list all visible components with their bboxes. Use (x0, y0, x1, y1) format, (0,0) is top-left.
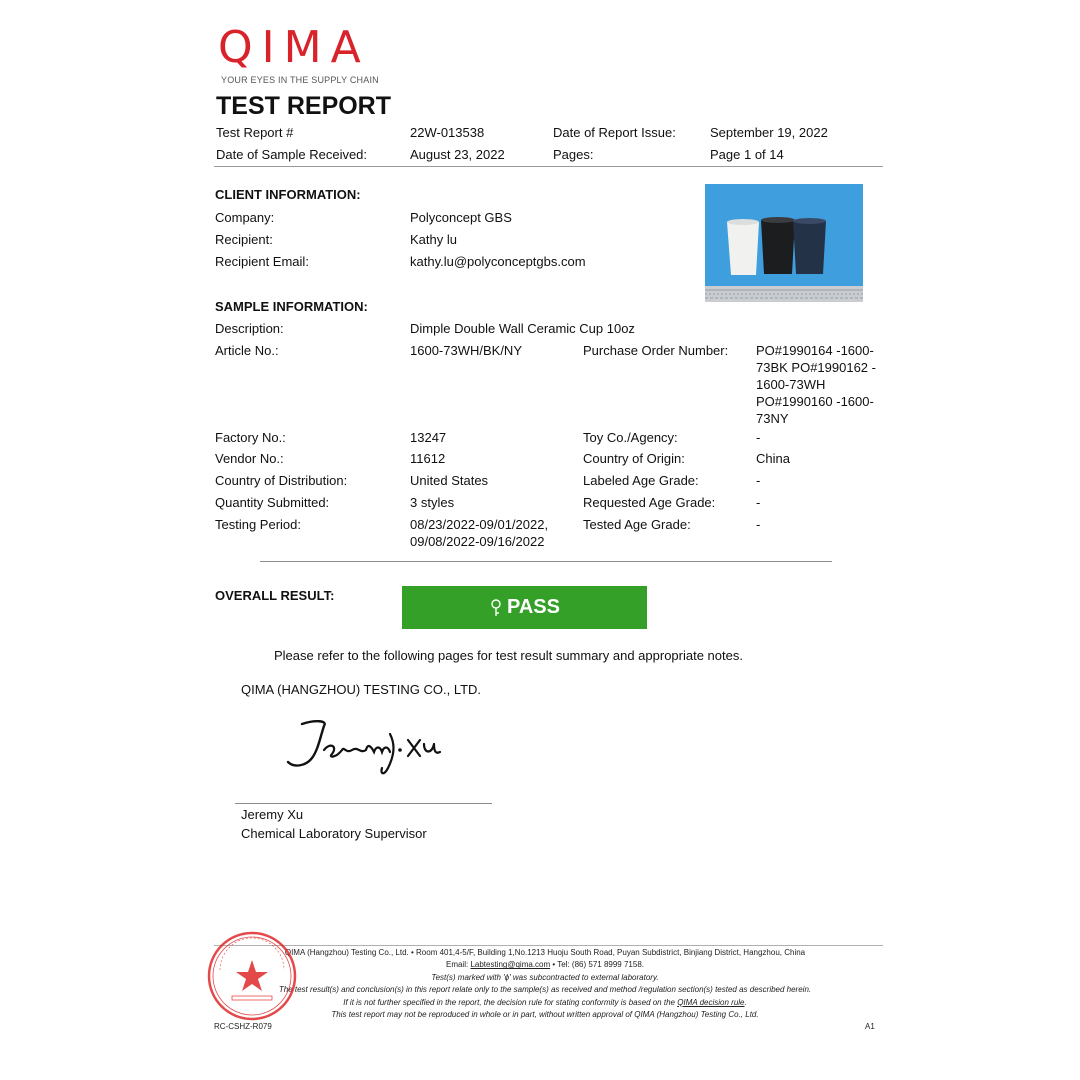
tested-age-value: - (756, 517, 761, 532)
company-label: Company: (215, 210, 275, 225)
testing-period-label: Testing Period: (215, 517, 301, 532)
po-value (756, 342, 886, 427)
footer-text (205, 947, 885, 1021)
pass-badge (402, 586, 647, 629)
description-value: Dimple Double Wall Ceramic Cup 10oz (410, 321, 635, 336)
pages-value: Page 1 of 14 (710, 147, 784, 162)
distribution-value: United States (410, 473, 489, 488)
origin-value: China (756, 451, 790, 466)
po-line: 73NY (756, 411, 789, 426)
labeled-age-value: - (756, 473, 761, 488)
received-date-value: August 23, 2022 (410, 147, 505, 162)
signatory-name: Jeremy Xu (241, 807, 304, 822)
client-info-heading: CLIENT INFORMATION: (215, 187, 361, 202)
testing-period-line: 09/08/2022-09/16/2022 (410, 534, 545, 549)
article-value: 1600-73WH/BK/NY (410, 343, 522, 358)
footer-address: QIMA (Hangzhou) Testing Co., Ltd. • Room 401,4-5/F, Building 1,No.1213 Huoju South Road, Puyan Subdistrict, Binjiang District, Hangzhou, China (284, 948, 806, 957)
recipient-label: Recipient: (215, 232, 273, 247)
po-line: 73BK PO#1990162 - (756, 360, 876, 375)
toy-agency-label: Toy Co./Agency: (583, 430, 678, 445)
vendor-value: 11612 (410, 451, 446, 466)
tested-age-label: Tested Age Grade: (583, 517, 691, 532)
received-date-label: Date of Sample Received: (216, 147, 368, 162)
footer-contact (205, 959, 885, 971)
pages-label: Pages: (553, 147, 594, 162)
quantity-label: Quantity Submitted: (215, 495, 330, 510)
stamp-seal-icon (206, 930, 298, 1022)
po-label: Purchase Order Number: (583, 343, 729, 358)
signature-line (235, 803, 492, 804)
factory-label: Factory No.: (215, 430, 286, 445)
sample-divider (260, 561, 832, 562)
distribution-label: Country of Distribution: (215, 473, 348, 488)
signatory-title: Chemical Laboratory Supervisor (241, 826, 427, 841)
vendor-label: Vendor No.: (215, 451, 284, 466)
result-note: Please refer to the following pages for test result summary and appropriate notes. (274, 648, 743, 663)
labeled-age-label: Labeled Age Grade: (583, 473, 699, 488)
po-line: PO#1990160 -1600- (756, 394, 874, 409)
report-no-label: Test Report # (216, 125, 294, 140)
article-label: Article No.: (215, 343, 279, 358)
sample-info-heading: SAMPLE INFORMATION: (215, 299, 368, 314)
company-stamp (206, 930, 298, 1027)
footer-decision-rule-note (205, 997, 885, 1009)
testing-period-line: 08/23/2022-09/01/2022, (410, 517, 549, 532)
po-line: 1600-73WH (756, 377, 826, 392)
report-no-value: 22W-013538 (410, 125, 485, 140)
requested-age-value: - (756, 495, 761, 510)
footer-scope-note: The test result(s) and conclusion(s) in this report relate only to the sample(s) as received and method /regulation section(s) tested as described herein. (278, 985, 812, 995)
footer-email-prefix: Email: (445, 960, 471, 970)
factory-value: 13247 (410, 430, 447, 445)
description-label: Description: (215, 321, 284, 336)
issue-date-value: September 19, 2022 (710, 125, 828, 140)
logo-tagline: YOUR EYES IN THE SUPPLY CHAIN (221, 75, 379, 85)
recipient-email-label: Recipient Email: (215, 254, 309, 269)
footer-divider (214, 945, 883, 946)
handwritten-signature (282, 712, 452, 789)
qima-logo: QIMA (218, 22, 370, 73)
version-code: A1 (865, 1022, 875, 1031)
origin-label: Country of Origin: (583, 451, 685, 466)
key-icon (489, 599, 503, 617)
decision-rule-prefix: If it is not further specified in the report, the decision rule for stating conformity is based on the (343, 997, 678, 1007)
header-divider (214, 166, 883, 167)
toy-agency-value: - (756, 430, 761, 445)
requested-age-label: Requested Age Grade: (583, 495, 716, 510)
decision-rule-suffix: . (744, 997, 747, 1007)
pass-text: PASS (507, 596, 560, 618)
page-title: TEST REPORT (216, 92, 392, 120)
decision-rule-link[interactable]: QIMA decision rule (677, 997, 745, 1007)
company-value: Polyconcept GBS (410, 210, 512, 225)
recipient-email-value: kathy.lu@polyconceptgbs.com (410, 254, 586, 269)
quantity-value: 3 styles (410, 495, 455, 510)
cups-illustration (705, 184, 863, 302)
po-line: PO#1990164 -1600- (756, 343, 874, 358)
signature-image (282, 712, 452, 784)
form-code: RC-CSHZ-R079 (214, 1022, 272, 1031)
issue-date-label: Date of Report Issue: (553, 125, 676, 140)
overall-result-label: OVERALL RESULT: (215, 588, 335, 603)
recipient-value: Kathy lu (410, 232, 457, 247)
lab-company-name: QIMA (HANGZHOU) TESTING CO., LTD. (241, 682, 482, 697)
testing-period-value (410, 516, 548, 550)
footer-reproduction-note: This test report may not be reproduced in whole or in part, without written approval of QIMA (Hangzhou) Testing Co., Ltd. (331, 1010, 759, 1020)
sample-photo (705, 184, 863, 302)
footer-subcontract-note: Test(s) marked with 'ϕ' was subcontracted to external laboratory. (431, 972, 659, 982)
footer-tel: • Tel: (86) 571 8999 7158. (550, 960, 644, 970)
footer-email-link[interactable]: Labtesting@qima.com (470, 960, 551, 970)
